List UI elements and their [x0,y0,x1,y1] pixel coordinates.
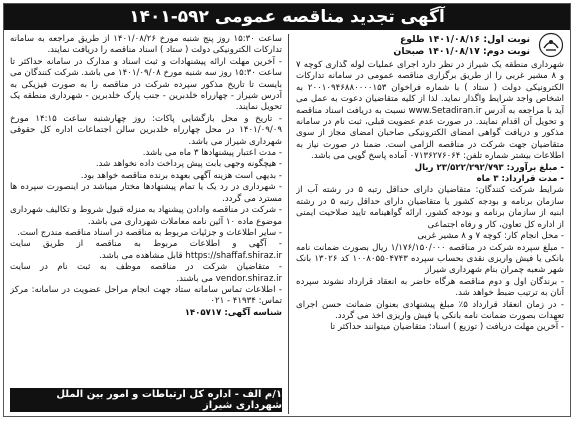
deadline-paragraph: - آخرین مهلت دریافت ( توزیع ) اسناد: متقاضیان میتوانند حداکثر تا [330,322,564,333]
estimate-line: - مبلغ برآورد: ۲۳/۵۲۲/۲۹۲/۷۹۳ ریال [414,162,564,173]
second-publication-label: نوبت دوم: [483,46,530,57]
validity-line: - مدت اعتبار پیشنهادها ۳ ماه می باشد. [142,148,282,159]
deposit-paragraph: - مبلغ سپرده شرکت در مناقصه ۱/۱۷۶/۱۵۰/۰۰۰ ریال بصورت ضمانت نامه بانکی یا فیش واریزی نقدی بحساب سپرده ۱۰۰۸۰۵۵۰۴۷۴۳ کد ۱۳۰۲۶ بانک شهر شعبه چمران بنام شهرداری شیراز [296,242,564,276]
duration-line: - مدت قرارداد: ۳ ماه [476,174,564,185]
notice-header [4,4,570,30]
opening-paragraph: - تاریخ و محل بازگشایی پاکات: روز چهارشنبه ساعت ۱۴:۱۵ مورخ ۱۴۰۱/۰۹/۰۹ در محل چهارراه خلدبرین سالن اجتماعات اداره کل حقوقی شهرداری شیراز می باشد. [10,113,282,147]
notice-id-line: شناسه آگهی: ۱۴۰۵۷۱۷ [184,307,282,318]
ad-cost-line: - بدیهی است هزینه آگهی بعهده برنده مناقصه خواهد بود. [80,170,282,181]
second-publication [393,46,530,58]
eligibility-paragraph: شرایط شرکت کنندگان: متقاضیان دارای حداقل رتبه ۵ در رشته آب از سازمان برنامه و بودجه کشور یا متقاضیان دارای حداقل رتبه ۵ در رشته ابنیه از سازمان برنامه و بودجه کشور، ارائه گواهینامه تایید صلاحیت ایمنی از اداره کل تعاون، کار و رفاه اجتماعی [296,185,564,230]
notice-footer [10,388,282,412]
footer-text: ۱/م الف - اداره کل ارتباطات و امور بین الملل شهرداری شیراز [56,389,282,411]
guarantee-paragraph: - در زمان انعقاد قرارداد ۵٪ مبلغ پیشنهادی بعنوان ضمانت حسن اجرای تعهدات بصورت ضمانت نامه بانکی یا فیش واریزی اخذ می گردد. [296,299,564,321]
notice-column-right [296,60,564,416]
first-publication-label: نوبت اول: [483,34,530,45]
publication-dates [393,34,530,58]
first-publication [393,34,530,46]
work-location-line: - محل انجام کار: کوچه ۷ و ۸ مشیر غربی [417,231,564,242]
notice-column-left [10,34,282,382]
submission-paragraph: - آخرین مهلت ارائه پیشنهادات و ثبت اسناد و مدارک در سامانه حداکثر تا ساعت ۱۵:۳۰ روز سه شنبه مورخ ۱۴۰۱/۰۹/۰۸ می باشد. شرکت کنندگان می بایست تا تاریخ مذکور سپرده شرکت در مناقصه را به صورت فیزیکی به آدرس شیراز - چهارراه خلدبرین - جنب پارک خلدبرین - شهرداری منطقه یک تحویل نمایند. [10,56,282,113]
notice-paragraph: ساعت ۱۵:۳۰ روز پنج شنبه مورخ ۱۴۰۱/۰۸/۲۶ از طریق مراجعه به سامانه تدارکات الکترونیکی دولت ( ستاد ) اسناد مناقصه را دریافت نمایند. [10,34,282,56]
acceptance-paragraph: - شرکت در مناقصه وادادن پیشنهاد به منزله قبول شروط و تکالیف شهرداری موضوع ماده ۱۰ آئین نامه معاملات شهرداری می باشد. [10,205,282,227]
notice-paragraph: شهرداری منطقه یک شیراز در نظر دارد اجرای عملیات لوله گذاری کوچه ۷ و ۸ مشیر غربی را از طریق برگزاری مناقصه عمومی در سامانه تدارکات الکترونیکی دولت ( ستاد ) با شماره فراخوان ۲۰۰۱۰۹۴۶۸۸۰۰۰۰۱۵۳ به اشخاص واجد شرایط واگذار نماید. لذا از کلیه متقاضیان دعوت به عمل می آید با مراجعه به آدرس www.Setadiran.ir نسبت به دریافت اسناد مناقصه و تحویل آن اقدام نمایند. در صورت عدم عضویت قبلی، ثبت نام در سامانه مذکور و دریافت گواهی امضای الکترونیکی صاحبان امضای مجاز از سوی متقاضیان جهت شرکت در مناقصه الزامی است. ضمنا در صورت نیاز به اطلاعات بیشتر شماره تلفن: ۰۷۱۳۶۲۷۶۰۶۴ آماده پاسخ گویی می باشد. [296,60,564,162]
rejection-paragraph: - شهرداری در رد یک یا تمام پیشنهادها مختار میباشد در اینصورت سپرده ها مسترد می گردد. [10,182,282,204]
transparency-site-paragraph: - آگهی و اطلاعات مربوط به مناقصه از طریق سایت https://shaffaf.shiraz.ir قابل مشاهده می باشد. [10,239,282,261]
column-divider [288,34,289,414]
details-line: - سایر اطلاعات و جزئیات مربوط به مناقصه در اسناد مناقصه مندرج است. [17,227,282,238]
first-publication-value: ۱۴۰۱/۰۸/۱۶ طلوع [399,34,481,45]
municipality-logo-icon [538,32,564,58]
contact-paragraph: - اطلاعات تماس سامانه ستاد جهت انجام مراحل عضویت در سامانه: مرکز تماس: ۴۱۹۳۴ - ۰۲۱ [10,284,282,307]
vendor-site-paragraph: - متقاضیان شرکت در مناقصه موظف به ثبت نام در سایت vendor.shiraz.ir می باشند. [10,262,282,284]
prepayment-line: - هیچگونه وجهی بابت پیش پرداخت داده نخواهد شد. [95,159,282,170]
tender-notice [3,3,571,417]
winners-paragraph: - برندگان اول و دوم مناقصه هرگاه حاضر به انعقاد قرارداد نشوند سپرده آنان به ترتیب ضبط خواهد شد. [296,276,564,299]
second-publication-value: ۱۴۰۱/۰۸/۱۷ صبحان [393,46,480,57]
notice-title: آگهی تجدید مناقصه عمومی ۵۹۲-۱۴۰۱ [129,7,445,27]
